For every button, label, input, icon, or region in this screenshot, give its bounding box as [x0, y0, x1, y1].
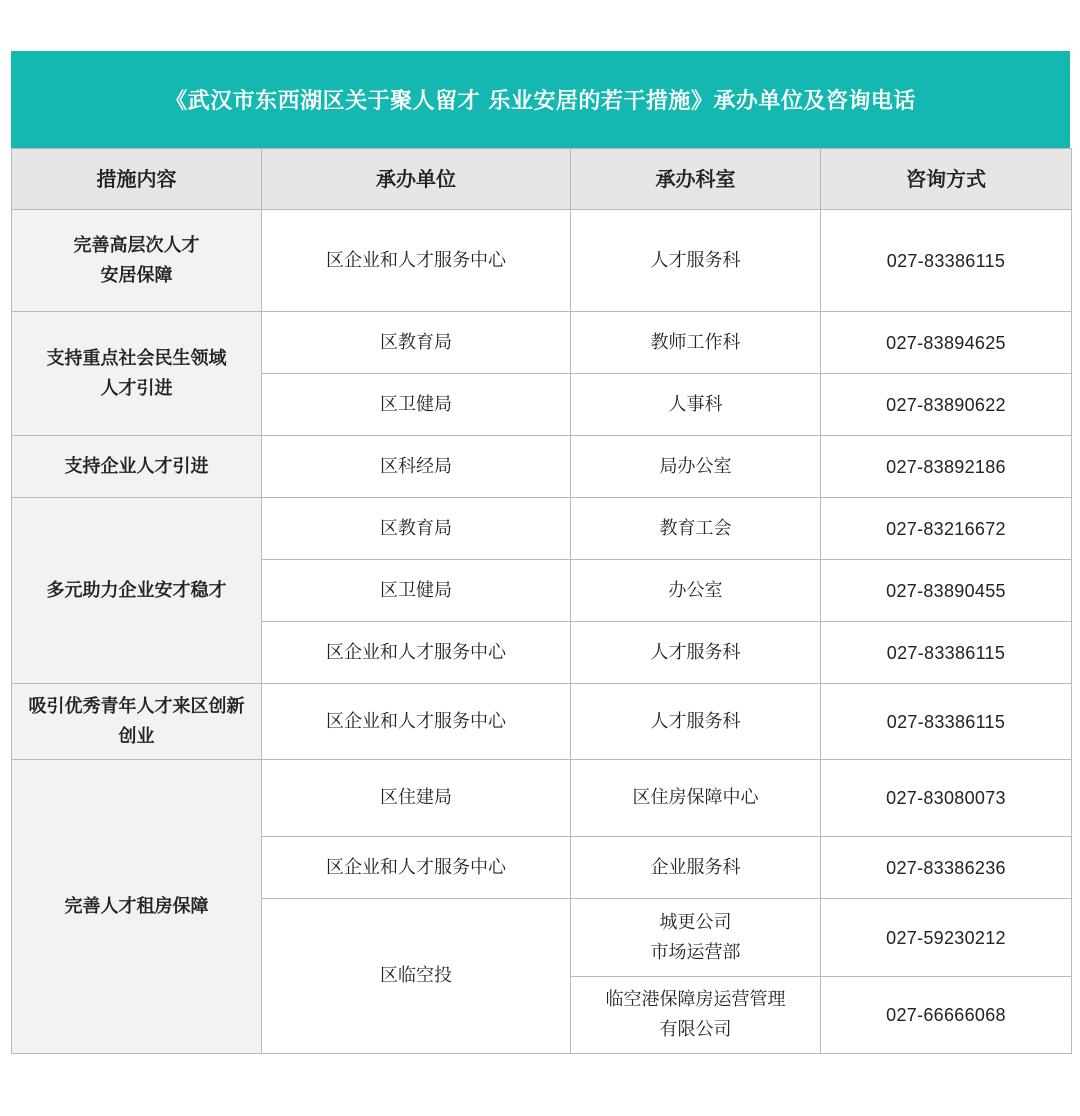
unit-cell: 区住建局: [262, 760, 571, 837]
office-cell: [571, 977, 821, 1054]
measure-line: 多元助力企业安才稳才: [46, 579, 227, 601]
phone-cell: 027-83080073: [821, 760, 1072, 837]
contact-table: [11, 148, 1072, 1054]
measure-line: 完善人才租房保障: [64, 895, 209, 917]
table-row: [12, 312, 1072, 374]
office-cell: [571, 210, 821, 312]
office-line: 教育工会: [659, 517, 732, 539]
unit-cell: 区教育局: [262, 312, 571, 374]
measure-cell: [12, 684, 262, 760]
office-line: 办公室: [668, 579, 723, 601]
phone-cell: 027-83386236: [821, 837, 1072, 899]
office-line: 企业服务科: [650, 856, 741, 878]
column-header-unit: 承办单位: [262, 149, 571, 210]
measure-line: 吸引优秀青年人才来区创新: [28, 695, 245, 717]
measure-line: 创业: [118, 725, 155, 747]
column-header-office: 承办科室: [571, 149, 821, 210]
office-cell: [571, 498, 821, 560]
unit-cell: 区企业和人才服务中心: [262, 684, 571, 760]
column-header-measure: 措施内容: [12, 149, 262, 210]
unit-cell: 区科经局: [262, 436, 571, 498]
measure-line: 完善高层次人才: [73, 234, 200, 256]
phone-cell: 027-83386115: [821, 622, 1072, 684]
unit-cell: 区教育局: [262, 498, 571, 560]
measure-cell: [12, 312, 262, 436]
phone-cell: 027-83386115: [821, 210, 1072, 312]
phone-cell: 027-83386115: [821, 684, 1072, 760]
office-cell: [571, 560, 821, 622]
office-line: 局办公室: [659, 455, 732, 477]
office-cell: [571, 374, 821, 436]
phone-cell: 027-83890455: [821, 560, 1072, 622]
office-cell: [571, 684, 821, 760]
table-row: [12, 684, 1072, 760]
measure-line: 安居保障: [100, 264, 173, 286]
office-line: 人才服务科: [650, 641, 741, 663]
measure-cell: [12, 498, 262, 684]
phone-cell: 027-66666068: [821, 977, 1072, 1054]
office-cell: [571, 760, 821, 837]
phone-cell: 027-83894625: [821, 312, 1072, 374]
column-header-contact: 咨询方式: [821, 149, 1072, 210]
table-row: [12, 760, 1072, 837]
unit-cell: 区临空投: [262, 899, 571, 1054]
office-cell: [571, 622, 821, 684]
office-line: 教师工作科: [650, 331, 741, 353]
office-line: 城更公司: [659, 911, 732, 933]
measure-line: 人才引进: [100, 377, 173, 399]
unit-cell: 区卫健局: [262, 560, 571, 622]
measure-line: 支持企业人才引进: [64, 455, 209, 477]
office-line: 区住房保障中心: [632, 787, 759, 808]
unit-cell: 区企业和人才服务中心: [262, 622, 571, 684]
phone-cell: 027-59230212: [821, 899, 1072, 977]
office-line: 人才服务科: [650, 710, 741, 732]
column-header-row: [12, 149, 1072, 210]
measure-line: 支持重点社会民生领域: [46, 347, 227, 369]
table-row: [12, 210, 1072, 312]
unit-cell: 区卫健局: [262, 374, 571, 436]
measure-cell: [12, 760, 262, 1054]
office-cell: [571, 837, 821, 899]
measure-cell: [12, 210, 262, 312]
measure-cell: [12, 436, 262, 498]
phone-cell: 027-83216672: [821, 498, 1072, 560]
office-line: 有限公司: [659, 1019, 732, 1040]
office-cell: [571, 436, 821, 498]
phone-cell: 027-83890622: [821, 374, 1072, 436]
office-line: 市场运营部: [650, 941, 741, 963]
table-title: 《武汉市东西湖区关于聚人留才 乐业安居的若干措施》承办单位及咨询电话: [11, 51, 1070, 148]
office-line: 人事科: [668, 393, 723, 415]
unit-cell: 区企业和人才服务中心: [262, 210, 571, 312]
office-line: 临空港保障房运营管理: [605, 989, 786, 1010]
table-row: [12, 436, 1072, 498]
office-line: 人才服务科: [650, 249, 741, 271]
table-row: [12, 498, 1072, 560]
office-cell: [571, 312, 821, 374]
phone-cell: 027-83892186: [821, 436, 1072, 498]
unit-cell: 区企业和人才服务中心: [262, 837, 571, 899]
office-cell: [571, 899, 821, 977]
